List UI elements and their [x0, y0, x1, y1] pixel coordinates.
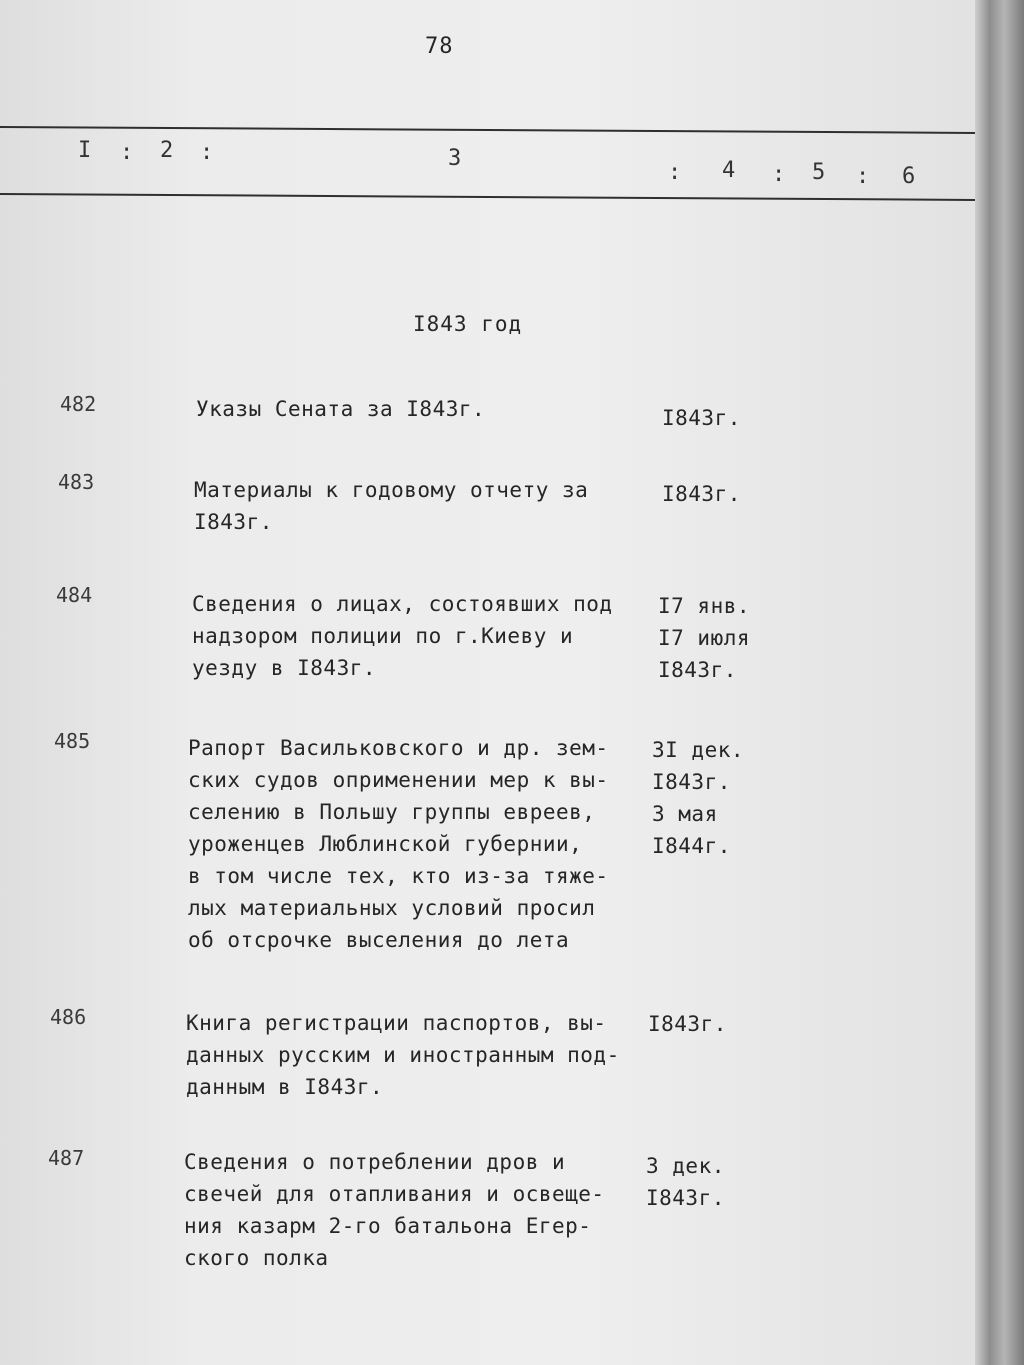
header-top-rule — [0, 126, 975, 134]
entry-dates: 3 дек. I843г. — [646, 1154, 725, 1210]
column-1-label: I — [78, 138, 92, 163]
entry-dates: I843г. — [662, 482, 741, 506]
column-separator: : — [772, 162, 786, 187]
column-separator: : — [200, 140, 214, 165]
entry-number: 487 — [48, 1146, 85, 1170]
entry-title: Материалы к годовому отчету за I843г. — [194, 478, 589, 534]
column-4-label: 4 — [722, 158, 736, 183]
entry-dates: I843г. — [648, 1012, 727, 1036]
entry-number: 484 — [56, 583, 93, 607]
column-6-label: 6 — [902, 164, 916, 189]
column-5-label: 5 — [812, 160, 826, 185]
header-bottom-rule — [0, 193, 975, 201]
column-3-label: 3 — [448, 146, 462, 171]
entry-title: Сведения о потреблении дров и свечей для отапливания и освеще- ния казарм 2-го батальона Егер- ского полка — [184, 1150, 605, 1270]
entry-dates: 3I дек. I843г. 3 мая I844г. — [652, 738, 745, 858]
column-separator: : — [120, 140, 134, 165]
entry-title: Рапорт Васильковского и др. зем- ских судов оприменении мер к вы- селению в Польшу группы евреев, уроженцев Люблинской губернии, в том числе тех, кто из-за тяже- лых материальных условий просил об отсрочке выселения до лета — [188, 736, 609, 952]
entry-number: 482 — [60, 392, 97, 416]
section-heading: I843 год — [413, 312, 523, 336]
entry-number: 483 — [58, 470, 95, 494]
page-edge-stack — [975, 0, 1024, 1365]
column-separator: : — [668, 160, 682, 185]
page-number: 78 — [425, 34, 454, 59]
entry-title: Книга регистрации паспортов, вы- данных русским и иностранным под- данным в I843г. — [186, 1011, 620, 1099]
entry-number: 486 — [50, 1005, 87, 1029]
entry-dates: I7 янв. I7 июля I843г. — [658, 594, 751, 682]
entry-title: Указы Сената за I843г. — [196, 397, 486, 421]
column-separator: : — [856, 164, 870, 189]
column-2-label: 2 — [160, 138, 174, 163]
entry-dates: I843г. — [662, 406, 741, 430]
entry-title: Сведения о лицах, состоявших под надзором полиции по г.Киеву и уезду в I843г. — [192, 592, 613, 680]
entry-number: 485 — [54, 729, 91, 753]
